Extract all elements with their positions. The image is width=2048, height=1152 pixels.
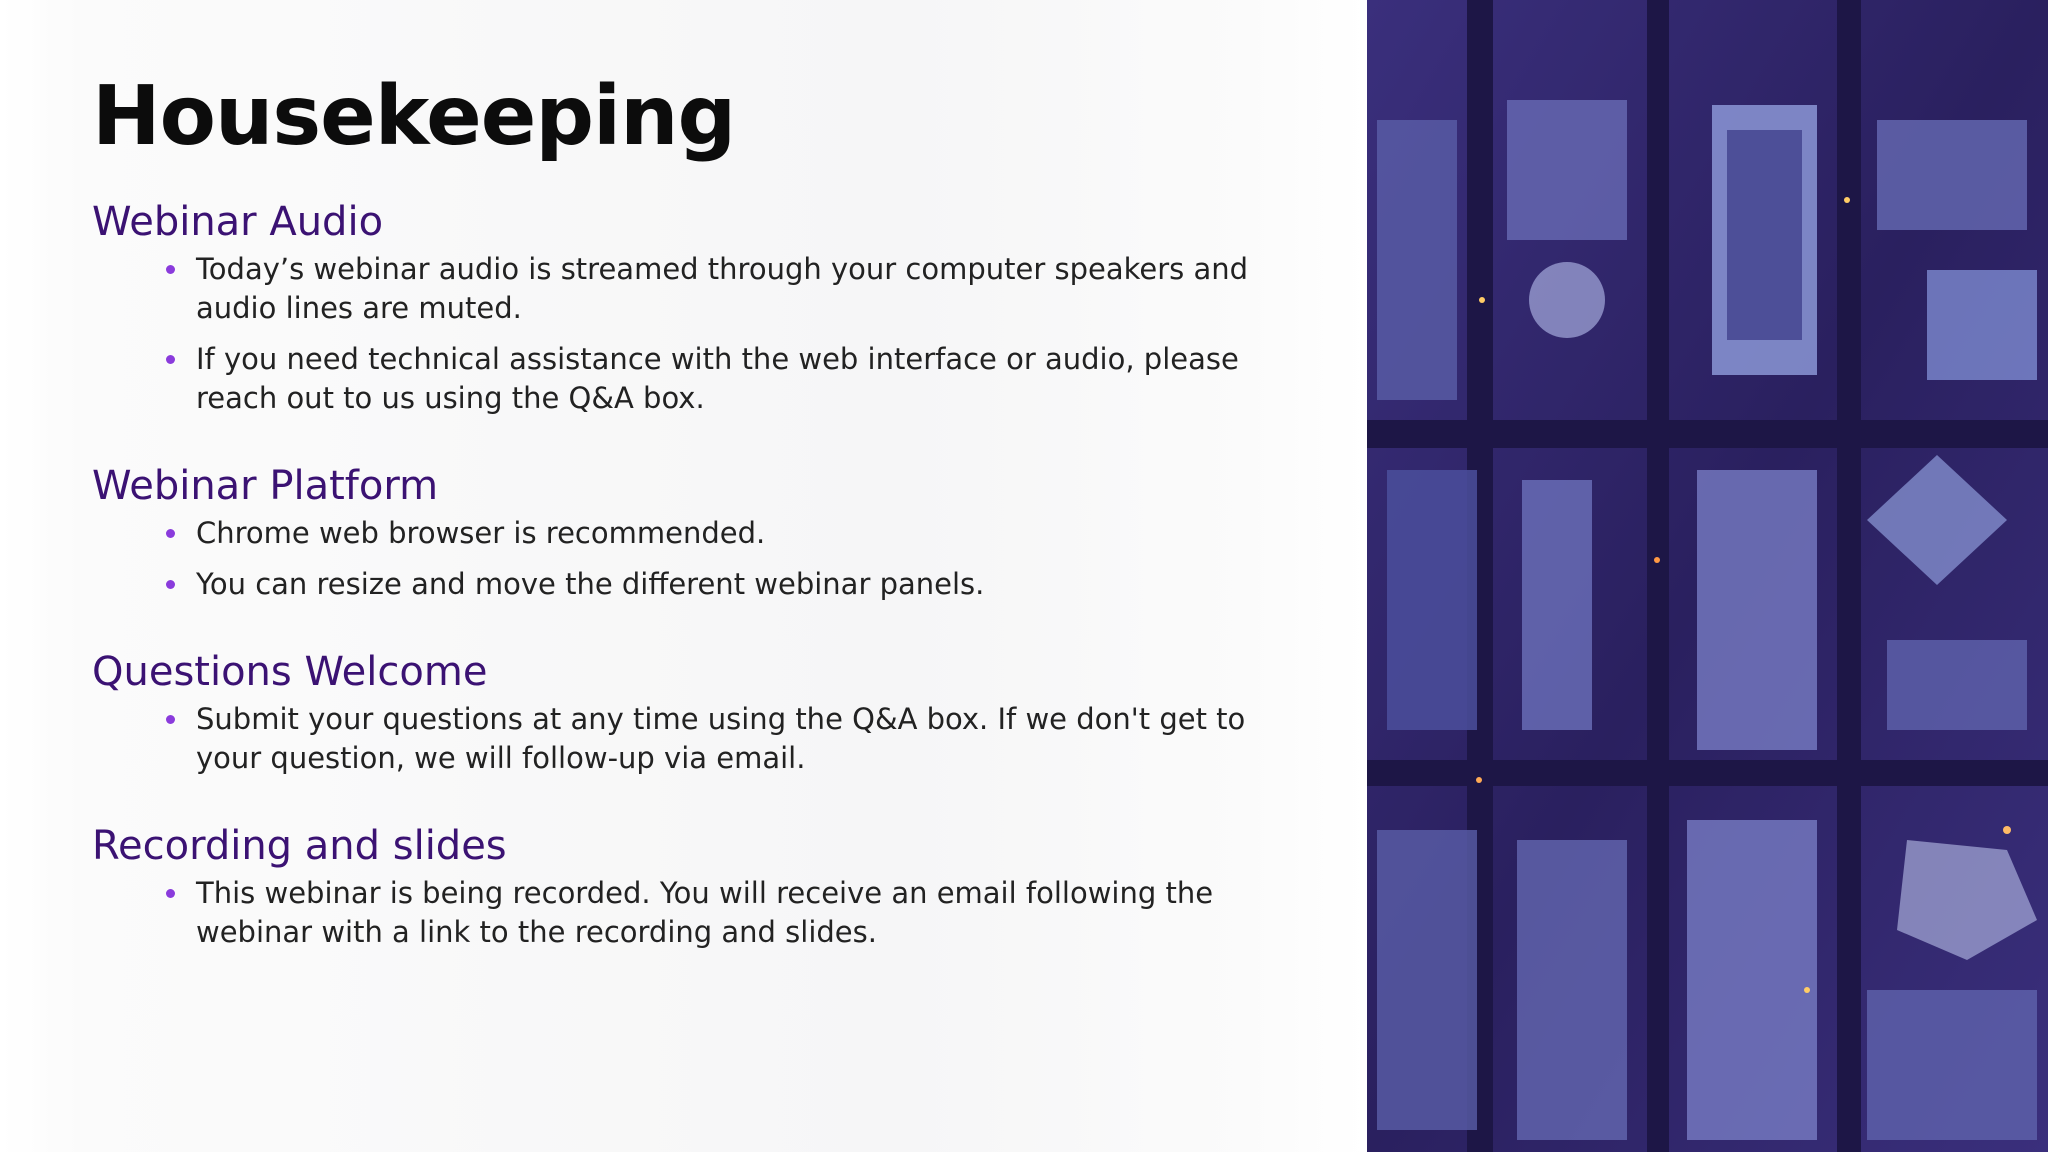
bullet-icon (166, 529, 175, 538)
slide-content (92, 62, 1282, 964)
list-item-text: If you need technical assistance with the web interface or audio, please reach out to us using the Q&A box. (196, 342, 1239, 415)
section-webinar-platform (92, 460, 1282, 604)
list-item-text: Today’s webinar audio is streamed through your computer speakers and audio lines are muted. (196, 252, 1249, 325)
bullet-list (92, 514, 1282, 604)
list-item (196, 700, 1282, 778)
list-item (196, 565, 1282, 604)
section-recording-and-slides (92, 820, 1282, 952)
bullet-list (92, 874, 1282, 952)
bullet-icon (166, 715, 175, 724)
bullet-icon (166, 580, 175, 589)
slide-title: Housekeeping (92, 69, 736, 164)
section-heading: Questions Welcome (92, 649, 488, 695)
bullet-list (92, 700, 1282, 778)
list-item-text: Chrome web browser is recommended. (196, 516, 766, 550)
bullet-icon (166, 265, 175, 274)
list-item (196, 874, 1282, 952)
list-item-text: This webinar is being recorded. You will receive an email following the webinar with a link to the recording and slides. (196, 876, 1214, 949)
city-blocks-graphic (1367, 0, 2048, 1152)
section-heading: Webinar Platform (92, 463, 439, 509)
list-item-text: You can resize and move the different webinar panels. (196, 567, 985, 601)
section-questions-welcome (92, 646, 1282, 778)
list-item-text: Submit your questions at any time using the Q&A box. If we don't get to your question, we will follow-up via email. (196, 702, 1246, 775)
section-heading: Recording and slides (92, 823, 507, 869)
bullet-icon (166, 889, 175, 898)
bullet-icon (166, 355, 175, 364)
aerial-city-photo (1367, 0, 2048, 1152)
list-item (196, 340, 1282, 418)
section-heading: Webinar Audio (92, 199, 384, 245)
list-item (196, 250, 1282, 328)
list-item (196, 514, 1282, 553)
bullet-list (92, 250, 1282, 418)
section-webinar-audio (92, 196, 1282, 418)
